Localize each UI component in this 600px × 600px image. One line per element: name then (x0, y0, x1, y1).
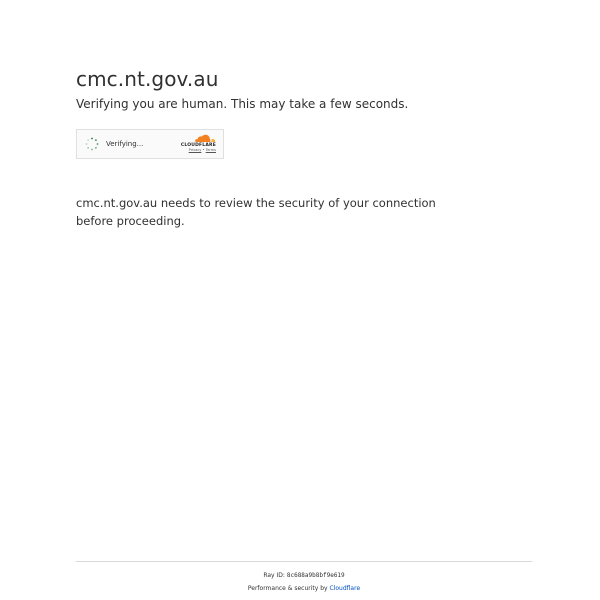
main-content (76, 66, 532, 228)
verifying-status: Verifying... (106, 140, 144, 148)
performance-line (76, 585, 532, 593)
widget-links (176, 148, 216, 153)
verification-message: Verifying you are human. This may take a few seconds. (76, 97, 409, 111)
turnstile-widget[interactable] (76, 129, 224, 159)
security-review-message: cmc.nt.gov.au needs to review the security of your connection before proceeding. (76, 196, 436, 228)
ray-id-label: Ray ID: (263, 572, 285, 579)
privacy-link[interactable]: Privacy (188, 148, 202, 152)
link-separator: • (202, 148, 205, 152)
cloudflare-link[interactable]: Cloudflare (329, 585, 361, 592)
ray-id-value: 8c688a9b8bf9e619 (286, 572, 345, 579)
performance-label: Performance & security by (247, 585, 328, 592)
cloudflare-logo (176, 134, 216, 154)
site-title: cmc.nt.gov.au (76, 67, 219, 91)
ray-id-line (76, 572, 532, 580)
loading-spinner-icon (85, 137, 99, 151)
cloudflare-cloud-icon (194, 134, 216, 143)
footer (76, 561, 532, 593)
terms-link[interactable]: Terms (205, 148, 216, 152)
cloudflare-wordmark: CLOUDFLARE (180, 143, 216, 148)
